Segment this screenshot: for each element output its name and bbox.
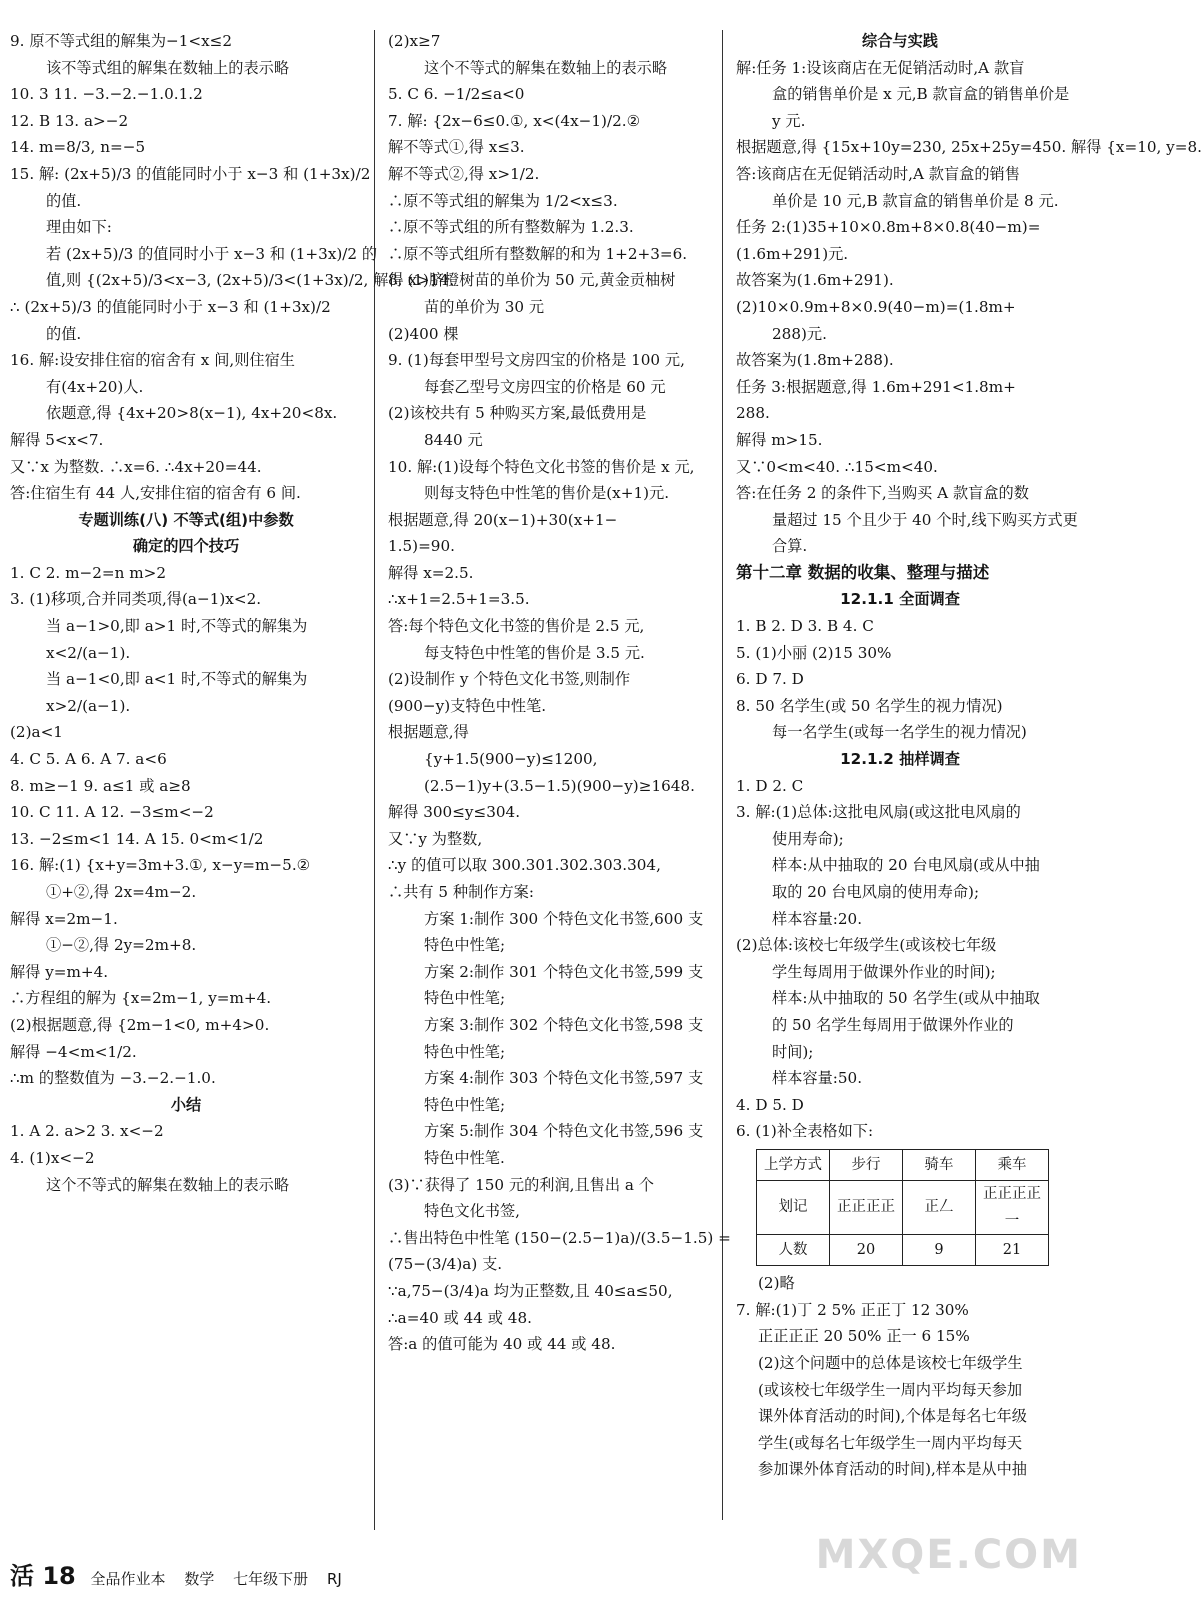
commute-tally-table xyxy=(756,1149,1049,1266)
answer-line: 10. C 11. A 12. −3≤m<−2 xyxy=(10,803,214,822)
table-cell: 人数 xyxy=(757,1235,830,1266)
answer-line: ∴原不等式组所有整数解的和为 1+2+3=6. xyxy=(388,244,688,263)
answer-line: 15. 解: (2x+5)/3 的值能同时小于 x−3 和 (1+3x)/2 xyxy=(10,164,371,183)
answer-line: 量超过 15 个且少于 40 个时,线下购买方式更 xyxy=(772,510,1078,529)
book-title: 全品作业本 xyxy=(90,1570,166,1588)
answer-line: 6. (1)补全表格如下: xyxy=(736,1122,874,1141)
answer-line: 7. 解:(1)丁 2 5% 正正丁 12 30% xyxy=(736,1300,969,1319)
answer-line: 特色中性笔; xyxy=(424,1095,506,1114)
answer-line: 答:该商店在无促销活动时,A 款盲盒的销售 xyxy=(736,164,1020,183)
answer-line: (2)根据题意,得 {2m−1<0, m+4>0. xyxy=(10,1015,270,1034)
answer-line: 1. D 2. C xyxy=(736,776,804,795)
answer-line: 依题意,得 {4x+20>8(x−1), 4x+20<8x. xyxy=(46,404,338,423)
answer-line: 这个不等式的解集在数轴上的表示略 xyxy=(424,58,667,77)
answer-line: (2)略 xyxy=(758,1274,795,1293)
answer-line: ∴a=40 或 44 或 48. xyxy=(388,1308,532,1327)
answer-line: 4. C 5. A 6. A 7. a<6 xyxy=(10,750,167,769)
answer-line: 288)元. xyxy=(772,324,827,343)
answer-line: 1.5)=90. xyxy=(388,537,455,556)
answer-line: 8. (1)脐橙树苗的单价为 50 元,黄金贡柚树 xyxy=(388,271,676,290)
answer-line: 综合与实践 xyxy=(862,32,938,50)
answer-line: 16. 解:(1) {x+y=3m+3.①, x−y=m−5.② xyxy=(10,856,311,875)
answer-line: 方案 2:制作 301 个特色文化书签,599 支 xyxy=(424,962,704,981)
answer-line: (2)400 棵 xyxy=(388,324,459,343)
edition-label: RJ xyxy=(326,1570,342,1588)
answer-column-3-bottom xyxy=(736,1270,1064,1483)
table-cell: 20 xyxy=(830,1235,903,1266)
table-row xyxy=(757,1180,1049,1234)
answer-line: 学生(或每名七年级学生一周内平均每天 xyxy=(758,1433,1023,1452)
answer-line: 方案 4:制作 303 个特色文化书签,597 支 xyxy=(424,1069,704,1088)
answer-line: 5. (1)小丽 (2)15 30% xyxy=(736,643,892,662)
site-watermark: MXQE.COM xyxy=(815,1532,1082,1578)
answer-line: x<2/(a−1). xyxy=(46,643,131,662)
answer-line: 苗的单价为 30 元 xyxy=(424,297,545,316)
answer-line: 12. B 13. a>−2 xyxy=(10,111,129,130)
answer-line: (2.5−1)y+(3.5−1.5)(900−y)≥1648. xyxy=(424,776,695,795)
table-cell: 9 xyxy=(903,1235,976,1266)
answer-line: 小结 xyxy=(170,1095,202,1114)
answer-line: ∵a,75−(3/4)a 均为正整数,且 40≤a≤50, xyxy=(388,1281,673,1300)
answer-line: 3. 解:(1)总体:这批电风扇(或这批电风扇的 xyxy=(736,803,1021,822)
grade-label: 七年级下册 xyxy=(233,1570,309,1588)
answer-line: 特色中性笔. xyxy=(424,1148,505,1167)
answer-line: 解不等式②,得 x>1/2. xyxy=(388,164,540,183)
answer-line: 若 (2x+5)/3 的值同时小于 x−3 和 (1+3x)/2 的 xyxy=(46,244,378,263)
answer-line: 解得 x=2m−1. xyxy=(10,909,118,928)
answer-line: 方案 3:制作 302 个特色文化书签,598 支 xyxy=(424,1015,704,1034)
answer-line: 10. 3 11. −3.−2.−1.0.1.2 xyxy=(10,85,203,104)
answer-line: 样本:从中抽取的 50 名学生(或从中抽取 xyxy=(772,989,1040,1008)
answer-line: ∴原不等式组的所有整数解为 1.2.3. xyxy=(388,218,634,237)
answer-line: 1. C 2. m−2=n m>2 xyxy=(10,563,166,582)
answer-line: 故答案为(1.8m+288). xyxy=(736,351,894,370)
answer-column-3-top xyxy=(736,28,1202,1145)
answer-line: 样本容量:20. xyxy=(772,909,863,928)
answer-line: 答:每个特色文化书签的售价是 2.5 元, xyxy=(388,617,645,636)
answer-line: 答:在任务 2 的条件下,当购买 A 款盲盒的数 xyxy=(736,484,1029,503)
table-cell: 上学方式 xyxy=(757,1149,830,1180)
answer-line: 该不等式组的解集在数轴上的表示略 xyxy=(46,58,289,77)
answer-line: 确定的四个技巧 xyxy=(132,537,240,556)
answer-line: 9. 原不等式组的解集为−1<x≤2 xyxy=(10,32,233,50)
answer-line: 每支特色中性笔的售价是 3.5 元. xyxy=(424,643,645,662)
answer-line: 8. m≥−1 9. a≤1 或 a≥8 xyxy=(10,776,191,795)
answer-line: 学生每周用于做课外作业的时间); xyxy=(772,962,996,981)
answer-line: (75−(3/4)a) 支. xyxy=(388,1255,503,1274)
answer-line: 的值. xyxy=(46,324,82,343)
table-cell: 划记 xyxy=(757,1180,830,1234)
answer-line: 这个不等式的解集在数轴上的表示略 xyxy=(46,1175,289,1194)
answer-line: 时间); xyxy=(772,1042,814,1061)
answer-line: 8. 50 名学生(或 50 名学生的视力情况) xyxy=(736,696,1003,715)
answer-line: 解得 y=m+4. xyxy=(10,962,109,981)
answer-line: 4. (1)x<−2 xyxy=(10,1148,95,1167)
answer-line: 4. D 5. D xyxy=(736,1095,804,1114)
page-number: 活 18 xyxy=(10,1562,76,1590)
answer-line: (2)设制作 y 个特色文化书签,则制作 xyxy=(388,670,631,689)
answer-line: ①−②,得 2y=2m+8. xyxy=(46,936,197,955)
table-cell: 21 xyxy=(976,1235,1049,1266)
answer-line: (2)总体:该校七年级学生(或该校七年级 xyxy=(736,936,997,955)
answer-line: 解得 300≤y≤304. xyxy=(388,803,521,822)
answer-line: ∴共有 5 种制作方案: xyxy=(388,883,534,901)
table-cell: 正正正正 xyxy=(830,1180,903,1234)
answer-line: 14. m=8/3, n=−5 xyxy=(10,138,146,157)
table-row xyxy=(757,1235,1049,1266)
answer-line: ∴原不等式组的解集为 1/2<x≤3. xyxy=(388,191,618,210)
answer-line: 的值. xyxy=(46,191,82,210)
answer-line: 专题训练(八) 不等式(组)中参数 xyxy=(78,510,294,529)
answer-line: 9. (1)每套甲型号文房四宝的价格是 100 元, xyxy=(388,351,685,370)
answer-line: 第十二章 数据的收集、整理与描述 xyxy=(736,562,990,582)
answer-line: 288. xyxy=(736,404,770,423)
answer-line: (2)该校共有 5 种购买方案,最低费用是 xyxy=(388,404,647,423)
answer-line: (1.6m+291)元. xyxy=(736,244,849,263)
answer-line: 12.1.1 全面调查 xyxy=(840,590,960,609)
answer-line: y 元. xyxy=(772,111,806,130)
answer-line: 单价是 10 元,B 款盲盒的销售单价是 8 元. xyxy=(772,191,1059,210)
answer-line: 1. B 2. D 3. B 4. C xyxy=(736,617,874,636)
answer-line: 8440 元 xyxy=(424,430,483,449)
answer-line: 特色文化书签, xyxy=(424,1202,520,1221)
subject-label: 数学 xyxy=(184,1570,215,1588)
table-cell: 骑车 xyxy=(903,1149,976,1180)
answer-line: 1. A 2. a>2 3. x<−2 xyxy=(10,1122,164,1141)
table-cell: 正𠃋 xyxy=(903,1180,976,1234)
answer-line: 方案 5:制作 304 个特色文化书签,596 支 xyxy=(424,1122,704,1141)
answer-line: 每套乙型号文房四宝的价格是 60 元 xyxy=(424,377,666,396)
answer-line: 又∵x 为整数. ∴x=6. ∴4x+20=44. xyxy=(10,457,262,476)
answer-line: 16. 解:设安排住宿的宿舍有 x 间,则住宿生 xyxy=(10,351,295,370)
answer-line: (2)这个问题中的总体是该校七年级学生 xyxy=(758,1353,1023,1372)
answer-line: 盒的销售单价是 x 元,B 款盲盒的销售单价是 xyxy=(772,85,1070,104)
answer-line: 根据题意,得 20(x−1)+30(x+1− xyxy=(388,510,618,529)
column-divider-right xyxy=(722,30,723,1520)
answer-line: ∴方程组的解为 {x=2m−1, y=m+4. xyxy=(10,989,272,1008)
answer-line: (或该校七年级学生一周内平均每天参加 xyxy=(758,1380,1023,1399)
answer-line: (2)a<1 xyxy=(10,723,63,742)
answer-line: 样本:从中抽取的 20 台电风扇(或从中抽 xyxy=(772,856,1040,875)
answer-line: 理由如下: xyxy=(46,218,112,237)
answer-line: 答:住宿生有 44 人,安排住宿的宿舍有 6 间. xyxy=(10,484,301,503)
answer-line: 正正正正 20 50% 正一 6 15% xyxy=(758,1327,970,1346)
answer-line: (3)∵获得了 150 元的利润,且售出 a 个 xyxy=(388,1175,654,1194)
answer-line: 解:任务 1:设该商店在无促销活动时,A 款盲 xyxy=(736,58,1025,77)
answer-line: 5. C 6. −1/2≤a<0 xyxy=(388,85,525,104)
answer-line: 解得 5<x<7. xyxy=(10,430,104,449)
answer-line: ∴x+1=2.5+1=3.5. xyxy=(388,590,530,609)
answer-line: {y+1.5(900−y)≤1200, xyxy=(424,750,598,769)
answer-line: ∴y 的值可以取 300.301.302.303.304, xyxy=(388,856,661,875)
answer-line: 7. 解: {2x−6≤0.①, x<(4x−1)/2.② xyxy=(388,111,641,130)
answer-line: (900−y)支特色中性笔. xyxy=(388,696,547,715)
answer-line: 特色中性笔; xyxy=(424,989,506,1008)
answer-line: 每一名学生(或每一名学生的视力情况) xyxy=(772,723,1027,742)
answer-line: 根据题意,得 xyxy=(388,723,469,742)
answer-column-3 xyxy=(736,28,1202,1483)
answer-line: 3. (1)移项,合并同类项,得(a−1)x<2. xyxy=(10,590,262,609)
answer-line: (2)x≥7 xyxy=(388,32,441,50)
answer-line: ∴ (2x+5)/3 的值能同时小于 x−3 和 (1+3x)/2 xyxy=(10,297,331,316)
answer-line: 方案 1:制作 300 个特色文化书签,600 支 xyxy=(424,909,704,928)
answer-line: 解不等式①,得 x≤3. xyxy=(388,138,525,157)
table-cell: 步行 xyxy=(830,1149,903,1180)
answer-line: 特色中性笔; xyxy=(424,936,506,955)
table-cell: 乘车 xyxy=(976,1149,1049,1180)
answer-line: 当 a−1<0,即 a<1 时,不等式的解集为 xyxy=(46,670,308,689)
page-footer xyxy=(10,1556,356,1591)
answer-line: 任务 3:根据题意,得 1.6m+291<1.8m+ xyxy=(736,377,1016,396)
answer-line: 合算. xyxy=(772,537,808,556)
answer-line: x>2/(a−1). xyxy=(46,696,131,715)
answer-line: ∴售出特色中性笔 (150−(2.5−1)a)/(3.5−1.5) = xyxy=(388,1228,731,1247)
answer-line: 故答案为(1.6m+291). xyxy=(736,271,894,290)
answer-line: ①+②,得 2x=4m−2. xyxy=(46,883,197,901)
answer-column-2 xyxy=(388,28,731,1358)
answer-line: 取的 20 台电风扇的使用寿命); xyxy=(772,883,980,901)
answer-line: 课外体育活动的时间),个体是每名七年级 xyxy=(758,1407,1027,1426)
answer-line: 解得 −4<m<1/2. xyxy=(10,1042,137,1061)
answer-line: 又∵0<m<40. ∴15<m<40. xyxy=(736,457,938,476)
table-cell: 正正正正一 xyxy=(976,1180,1049,1234)
answer-line: 值,则 {(2x+5)/3<x−3, (2x+5)/3<(1+3x)/2, 解得 x>14. xyxy=(46,271,454,290)
answer-line: 当 a−1>0,即 a>1 时,不等式的解集为 xyxy=(46,617,308,636)
answer-line: 样本容量:50. xyxy=(772,1069,863,1088)
answer-line: 又∵y 为整数, xyxy=(388,829,483,848)
answer-line: ∴m 的整数值为 −3.−2.−1.0. xyxy=(10,1069,216,1088)
answer-line: 6. D 7. D xyxy=(736,670,804,689)
answer-line: 有(4x+20)人. xyxy=(46,377,144,396)
answer-line: 12.1.2 抽样调查 xyxy=(840,750,960,769)
answer-line: 解得 m>15. xyxy=(736,430,823,449)
answer-line: 参加课外体育活动的时间),样本是从中抽 xyxy=(758,1460,1027,1479)
answer-line: 13. −2≤m<1 14. A 15. 0<m<1/2 xyxy=(10,829,264,848)
table-header-row xyxy=(757,1149,1049,1180)
answer-line: 答:a 的值可能为 40 或 44 或 48. xyxy=(388,1335,616,1354)
answer-line: 使用寿命); xyxy=(772,829,844,848)
answer-line: 任务 2:(1)35+10×0.8m+8×0.8(40−m)= xyxy=(736,218,1041,237)
answer-line: (2)10×0.9m+8×0.9(40−m)=(1.8m+ xyxy=(736,297,1016,316)
answer-line: 的 50 名学生每周用于做课外作业的 xyxy=(772,1015,1014,1034)
answer-line: 特色中性笔; xyxy=(424,1042,506,1061)
answer-line: 则每支特色中性笔的售价是(x+1)元. xyxy=(424,484,670,503)
answer-line: 10. 解:(1)设每个特色文化书签的售价是 x 元, xyxy=(388,457,695,476)
answer-line: 根据题意,得 {15x+10y=230, 25x+25y=450. 解得 {x=10, y=8. xyxy=(736,138,1202,157)
answer-line: 解得 x=2.5. xyxy=(388,563,474,582)
